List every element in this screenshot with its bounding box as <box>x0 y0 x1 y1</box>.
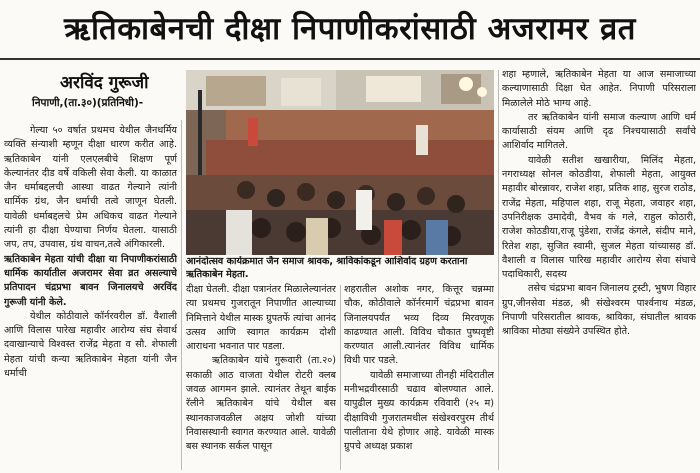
event-photo <box>186 70 494 255</box>
article-column-1 <box>4 124 177 473</box>
article-column-4 <box>502 68 696 473</box>
paragraph: येथील कोठीवाले कॉर्नरवरील डॉ. वैशाली आणि विलास पारेख महावीर आरोग्य संघ सेवार्थ दवाखान्याचे विश्वस्त राजेंद्र मेहता व सौ. शेफाली मेहता यांची कन्या ऋतिकाबेन मेहता यांनी जैन धर्माची <box>4 310 177 380</box>
headline-rule <box>0 58 700 60</box>
headline: ऋतिकाबेनची दीक्षा निपाणीकरांसाठी अजरामर व्रत <box>64 11 636 47</box>
byline: अरविंद गुरूजी <box>60 73 149 93</box>
paragraph: शहा म्हणाले, ऋतिकाबेन मेहता या आज समाजाच्या कल्याणासाठी दिक्षा घेत आहेत. निपाणी परिसराला मिळालेले मोठे भाग्य आहे. <box>502 69 696 109</box>
paragraph: ऋतिकाबेन यांचे गुरूवारी (ता.२०) सकाळी आठ वाजता येथील रोटरी क्लब जवळ आगमन झाले. त्यानंतर तेथून बाईक रॅलीने ऋतिकाबेन यांचे येथील बस स्थानकाजवळील अक्षय जोशी यांच्या निवासस्थानी स्वागत करण्यात आले. यावेळी बस स्थानक सर्कल पासून <box>186 355 336 453</box>
paragraph: तसेच चंद्रप्रभा बावन जिनालय ट्रस्टी, भुषण विहार ग्रुप,जीनसेवा मंडळ, श्री संखेश्वरम पार्श्वनाथ मंडळ, निपाणी परिसरातील श्रावक, श्राविका, संघातील श्रावक श्राविका मोठ्या संख्येने उपस्थित होते. <box>502 283 696 338</box>
column-divider <box>498 70 499 470</box>
paragraph: यावेळी सतीश खखारीया, मिलिंद मेहता, नगराध्यक्ष सोनल कोठडीया, शेफाली मेहता, आयुक्त महावीर बोरन्नावर, राजेश शहा, प्रतिक शाह, सुरज राठोड, राजेंद्र मेहता, महिपाल शहा, राजू मेहता, जवाहर शहा, उपनिरीक्षक उमादेवी, वैभव कं गले, राहुल कोठारी, राजेश कोठडीया,राजू पुंडेशा, राजेंद्र कंगले, संदीप माने, रितेश शहा, सुजित स्वामी, सुजल मेहता यांच्यासह डॉ. वैशाली व विलास पारिख महावीर आरोग्य सेवा संघाचे पदाधिकारी, सदस्य <box>502 154 696 281</box>
article-column-2 <box>186 283 336 473</box>
column-divider <box>340 285 341 470</box>
column-divider <box>181 120 182 470</box>
paragraph: तर ऋतिकाबेन यांनी समाज कल्याण आणि धर्म कार्यासाठी संयम आणि दृढ निश्चयासाठी सर्वांचे आशिर्वाद मागितले. <box>502 111 696 152</box>
paragraph: शहरातील अशोक नगर, कित्तूर चन्नम्मा चौक, कोठीवाले कॉर्नरमार्गे चंद्रप्रभा बावन जिनालयपर्यंत भव्य दिव्य मिरवणूक काढण्यात आली. विविध चौकात पुष्पवृष्टी करण्यात आली.त्यानंतर विविध धार्मिक विधी पार पडले. <box>344 284 494 367</box>
photo-caption: आनंदोत्सव कार्यक्रमात जैन समाज श्रावक, श्राविकांकडून आशिर्वाद ग्रहण करताना ऋतिकाबेन मेहता. <box>186 256 468 280</box>
event-photo-illustration <box>186 70 494 255</box>
paragraph: दीक्षा घेतली. दीक्षा पत्रानंतर मिळालेल्यानंतर त्या प्रथमच गुजरातून निपाणीत आल्याच्या निमित्ताने येथील मास्क ग्रुपतर्फे त्यांचा आनंद उत्सव आणि स्वागत कार्यक्रम दोशी आराधना भवनात पार पडला. <box>186 284 336 353</box>
paragraph: यावेळी समाजाच्या तीनही मंदिरातील मनीभद्रवीरसाठी चढाव बोलण्यात आले. यापुढील मुख्य कार्यक्रम रविवारी (२५ म) दीक्षाविधी गुजरातमधील संखेश्वरपुरम तीर्थ पालीताना येथे होणार आहे. यावेळी मास्क ग्रुपचे अध्यक्ष प्रकाश <box>344 369 494 453</box>
article-column-3 <box>344 283 494 473</box>
dateline: निपाणी,(ता.३०)(प्रतिनिधी)- <box>32 97 144 109</box>
paragraph: गेल्या ५० वर्षात प्रथमच येथील जैनधर्मिय व्यक्ति संन्याशी म्हणून दीक्षा धारण करीत आहे. ऋतिकाबेन यांनी एलएलबीचे शिक्षण पूर्ण केल्यानंतर दीड वर्षे वकिली सेवा केली. या काळात जैन धर्माबद्दलची आस्था वाढत गेल्याने त्यांनी धार्मिक ग्रंथ, जैन धर्माची तत्वे जाणून घेतली. यावेळी धर्माबद्दलचे प्रेम अधिकच वाढत गेल्याने त्यांनी हा दीक्षा घेण्याचा निर्णय घेतला. यासाठी जप, तप, उपवास, ग्रंथ वाचन,तत्वे अंगिकारली. <box>4 125 177 251</box>
paragraph: ऋतिकाबेन मेहता यांची दीक्षा या निपाणीकरांसाठी धार्मिक कार्यातील अजरामर सेवा व्रत असल्याचे प्रतिपादन चंद्रप्रभा बावन जिनालयचे अरविंद गुरूजी यांनी केले. <box>4 253 177 308</box>
